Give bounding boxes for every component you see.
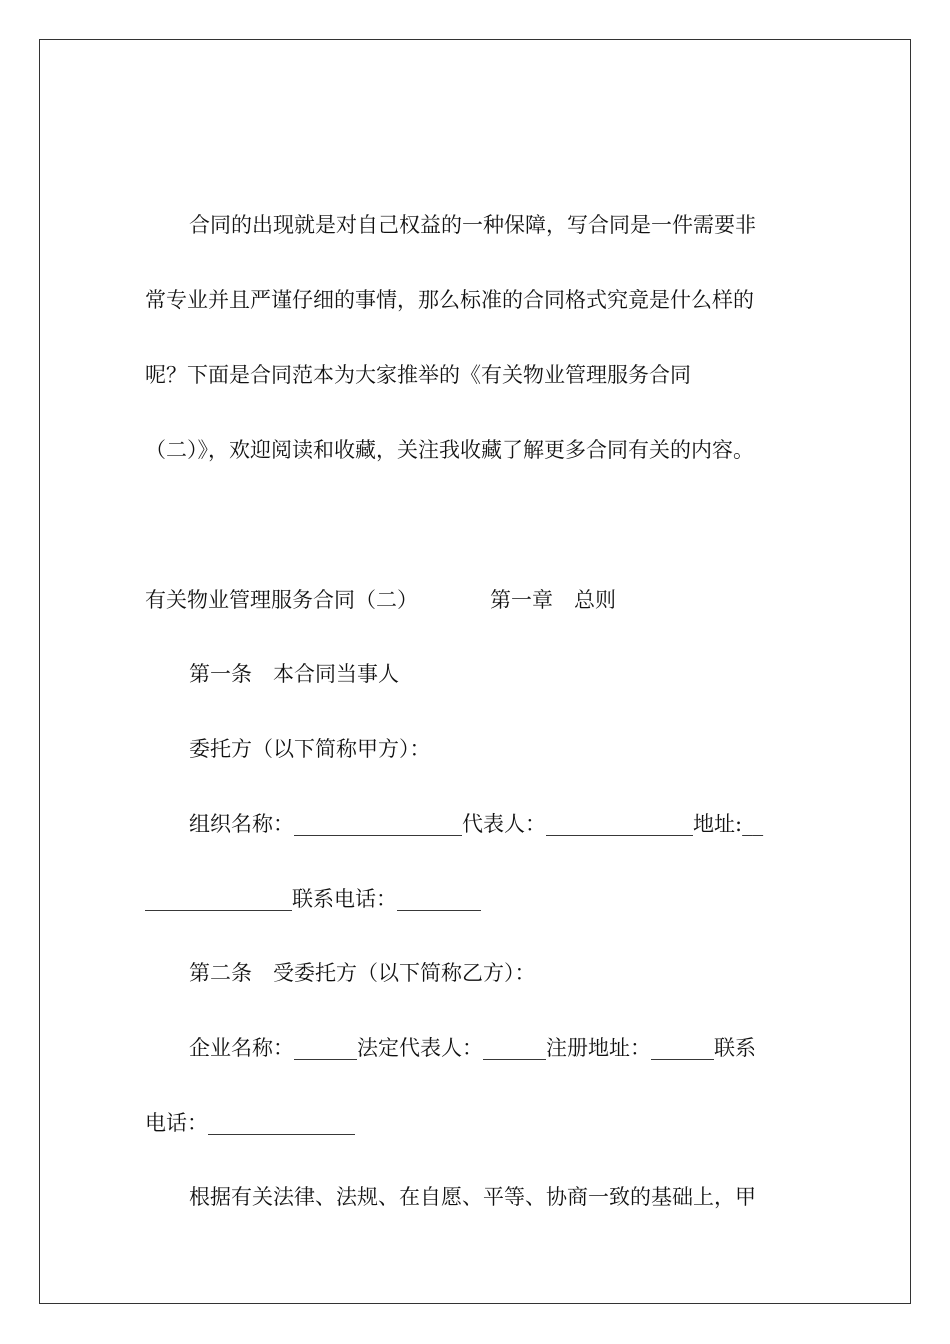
article-1-heading: 第一条 本合同当事人 — [189, 662, 399, 686]
party-b-info-line: 电话：______________ — [145, 1111, 355, 1135]
intro-paragraph-line: 合同的出现就是对自己权益的一种保障，写合同是一件需要非 — [189, 213, 756, 237]
party-a-label: 委托方（以下简称甲方）： — [189, 737, 431, 761]
party-a-info-line: ______________联系电话：________ — [145, 887, 481, 911]
party-a-info-line: 组织名称：________________代表人：______________地址:__ — [189, 812, 764, 836]
basis-paragraph-line: 根据有关法律、法规、在自愿、平等、协商一致的基础上，甲 — [189, 1185, 756, 1209]
party-b-info-line: 企业名称：______法定代表人：______注册地址：______联系 — [189, 1036, 756, 1060]
intro-paragraph-line: 常专业并且严谨仔细的事情，那么标准的合同格式究竟是什么样的 — [145, 288, 754, 312]
intro-paragraph-line: 呢？下面是合同范本为大家推举的《有关物业管理服务合同 — [145, 363, 691, 387]
chapter-heading: 第一章 总则 — [490, 588, 616, 612]
intro-paragraph-line: （二）》，欢迎阅读和收藏，关注我收藏了解更多合同有关的内容。 — [145, 438, 754, 462]
contract-heading — [145, 587, 616, 613]
contract-title: 有关物业管理服务合同（二） — [145, 588, 418, 612]
article-2-heading: 第二条 受委托方（以下简称乙方）： — [189, 961, 536, 985]
